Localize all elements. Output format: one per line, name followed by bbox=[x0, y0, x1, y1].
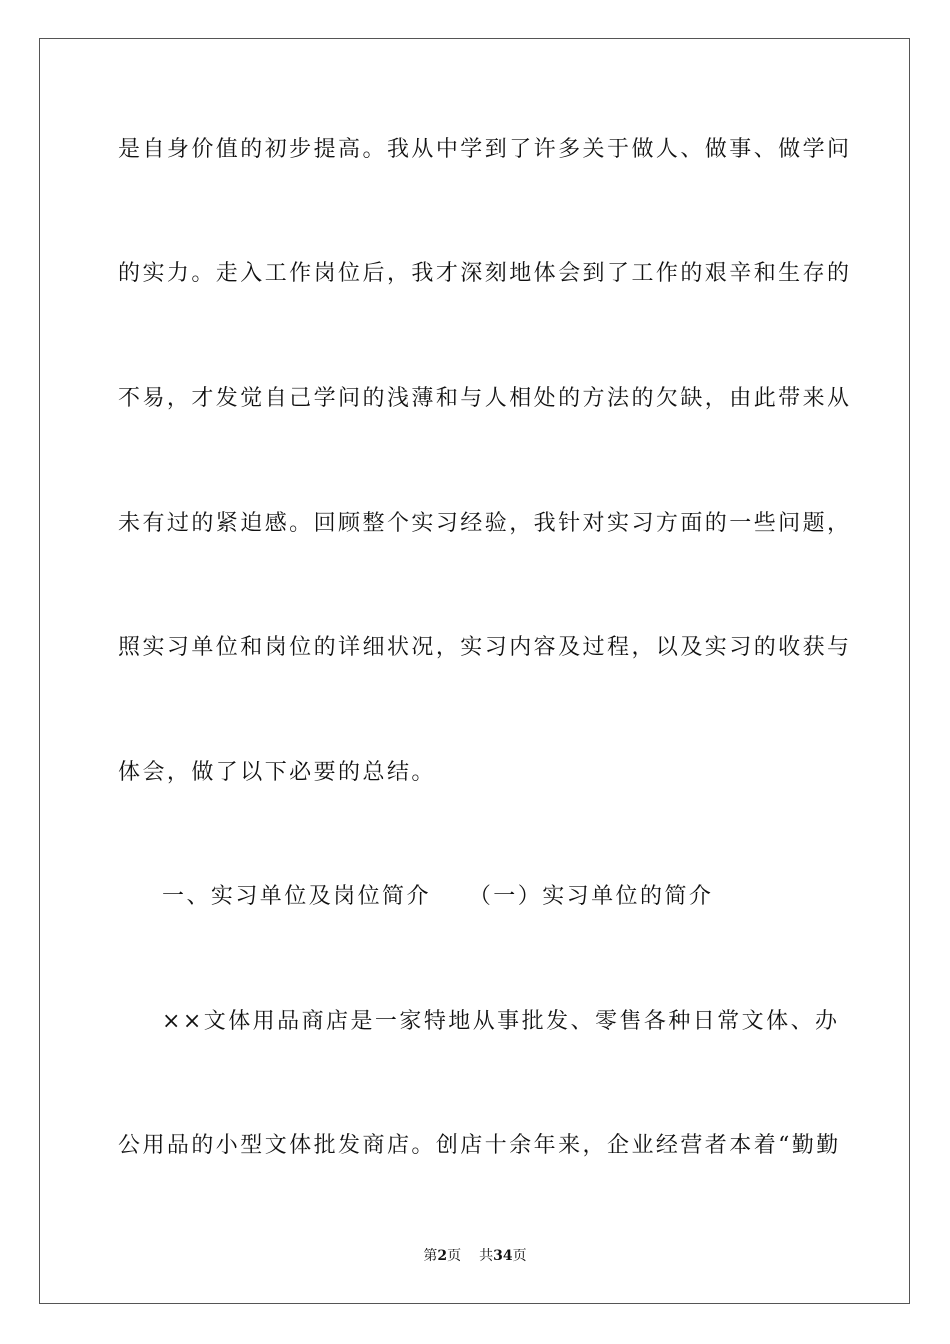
total-pages: 34 bbox=[493, 1248, 513, 1264]
total-prefix: 共 bbox=[479, 1248, 494, 1264]
page-suffix: 页 bbox=[447, 1248, 462, 1264]
body-text-line: 的实力。走入工作岗位后，我才深刻地体会到了工作的艰辛和生存的 bbox=[118, 261, 852, 286]
body-text-line: ××文体用品商店是一家特地从事批发、零售各种日常文体、办 bbox=[162, 1009, 840, 1034]
body-text-line: 公用品的小型文体批发商店。创店十余年来，企业经营者本着“勤勤 bbox=[118, 1133, 841, 1158]
page-number: 2 bbox=[437, 1248, 448, 1264]
body-text-line: 不易，才发觉自己学问的浅薄和与人相处的方法的欠缺，由此带来从 bbox=[118, 386, 852, 411]
body-text-line: 未有过的紧迫感。回顾整个实习经验，我针对实习方面的一些问题， bbox=[118, 511, 852, 536]
section-heading: 一、实习单位及岗位简介 （一）实习单位的简介 bbox=[162, 884, 714, 909]
page-footer bbox=[0, 1246, 950, 1266]
page-border bbox=[39, 38, 910, 1304]
body-text-line: 照实习单位和岗位的详细状况，实习内容及过程，以及实习的收获与 bbox=[118, 635, 852, 660]
page-prefix: 第 bbox=[423, 1248, 438, 1264]
body-text-line: 体会，做了以下必要的总结。 bbox=[118, 760, 436, 785]
total-suffix: 页 bbox=[512, 1248, 527, 1264]
body-text-line: 是自身价值的初步提高。我从中学到了许多关于做人、做事、做学问 bbox=[118, 137, 852, 162]
